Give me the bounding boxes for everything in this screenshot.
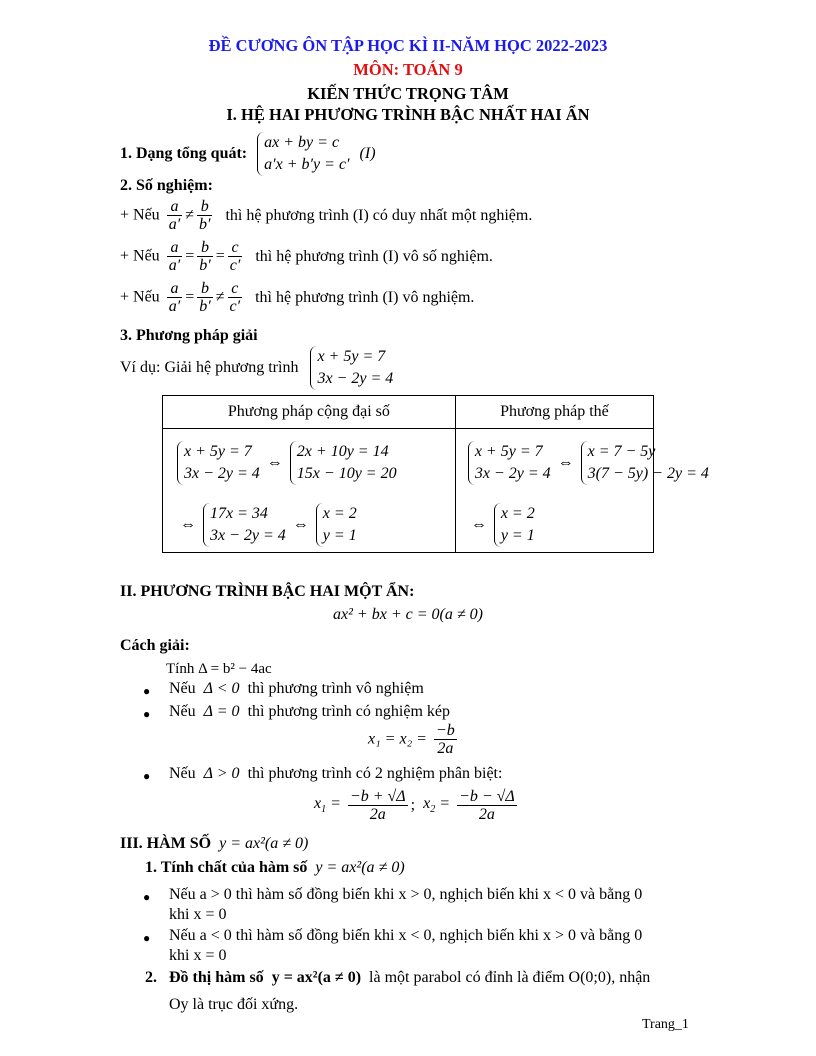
equivalence-arrow: ⇔ <box>470 516 487 533</box>
case-condition: Δ < 0 <box>203 680 240 697</box>
method-heading: 3. Phương pháp giải <box>120 327 258 344</box>
case-condition: Δ > 0 <box>203 765 240 782</box>
equation: y = 1 <box>500 527 535 544</box>
case-prefix: Nếu <box>169 765 196 782</box>
col-header-elimination: Phương pháp cộng đại số <box>163 396 456 429</box>
delta-positive-case <box>169 765 502 783</box>
fraction-a: $\frac{a}{a'}$ <box>168 239 181 274</box>
fraction-c: $\frac{c}{c'}$ <box>229 280 241 315</box>
solutions-case2: + Nếu $\frac{a}{a'}$ = $\frac{b}{b'}$ = $\frac{c}{c'}$ thì hệ phương trình (I) vô số nghiệm. <box>120 239 493 274</box>
double-root-formula <box>368 722 460 757</box>
bullet-icon: ● <box>143 707 151 721</box>
case1-prefix: + Nếu <box>120 206 160 224</box>
equation: 2x + 10y = 14 <box>296 443 389 460</box>
properties-heading <box>145 859 405 877</box>
quadratic-equation: ax² + bx + c = 0(a ≠ 0) <box>333 606 483 623</box>
example <box>120 346 393 390</box>
example-eq2: 3x − 2y = 4 <box>317 370 394 387</box>
equation: x + 5y = 7 <box>474 443 543 460</box>
example-eq1: x + 5y = 7 <box>317 348 386 365</box>
elimination-row1 <box>177 441 397 485</box>
function-heading <box>120 835 308 853</box>
system <box>581 441 709 485</box>
system <box>468 441 551 485</box>
case-text: thì phương trình có nghiệm kép <box>247 703 450 720</box>
elimination-row2 <box>177 503 357 547</box>
graph-text: là một parabol có đỉnh là điểm O(0;0), nhận <box>369 969 651 986</box>
case-condition: Δ = 0 <box>203 703 240 720</box>
solutions-case3: + Nếu $\frac{a}{a'}$ = $\frac{b}{b'}$ ≠ $\frac{c}{c'}$ thì hệ phương trình (I) vô nghiệm. <box>120 280 475 315</box>
system-tag: (I) <box>359 145 376 162</box>
document-title: ĐỀ CƯƠNG ÔN TẬP HỌC KÌ II-NĂM HỌC 2022-2023 <box>208 36 608 55</box>
equivalence-arrow: ⇔ <box>557 454 574 471</box>
system <box>177 441 260 485</box>
graph-number: 2. <box>145 969 157 986</box>
how-to-solve-label: Cách giải: <box>120 637 190 654</box>
equation: 3x − 2y = 4 <box>474 465 551 482</box>
equation: x = 7 − 5y <box>587 443 656 460</box>
solutions-case1: + Nếu $\frac{a}{a'}$ ≠ $\frac{b}{b'}$ thì hệ phương trình (I) có duy nhất một nghiệm. <box>120 198 533 233</box>
case-prefix: Nếu <box>169 680 196 697</box>
system <box>290 441 397 485</box>
fraction-c: $\frac{c}{c'}$ <box>229 239 241 274</box>
quadratic-heading: II. PHƯƠNG TRÌNH BẬC HAI MỘT ẨN: <box>120 583 415 600</box>
case3-prefix: + Nếu <box>120 288 160 306</box>
col-header-substitution: Phương pháp thế <box>455 396 653 429</box>
fraction-a: $\frac{a}{a'}$ <box>168 280 181 315</box>
graph-description <box>145 969 650 987</box>
equivalence-arrow: ⇔ <box>180 516 196 533</box>
general-form <box>120 132 376 176</box>
fraction-a-over-a-prime: $\frac{a}{a'}$ <box>168 198 181 233</box>
equation: x = 2 <box>322 505 357 522</box>
case2-prefix: + Nếu <box>120 247 160 265</box>
case-text: thì phương trình có 2 nghiệm phân biệt: <box>247 765 503 782</box>
equation: 3x − 2y = 4 <box>184 465 260 482</box>
general-form-label: 1. Dạng tổng quát: <box>120 145 248 162</box>
properties-formula: y = ax²(a ≠ 0) <box>315 859 405 876</box>
equation: y = 1 <box>322 527 357 544</box>
delta-formula: Tính Δ = b² − 4ac <box>166 661 272 677</box>
general-form-eq2: a′x + b′y = c′ <box>264 156 350 173</box>
bullet-icon: ● <box>143 769 151 783</box>
example-label: Ví dụ: Giải hệ phương trình <box>120 359 299 376</box>
properties-label: 1. Tính chất của hàm số <box>145 859 308 876</box>
fraction-b: $\frac{b}{b'}$ <box>199 280 211 315</box>
case1-text: thì hệ phương trình (I) có duy nhất một nghiệm. <box>225 206 533 224</box>
fraction-root1: $\frac{-b + √\Delta}{2a}$ <box>349 788 406 823</box>
property-a-negative-line1: Nếu a < 0 thì hàm số đồng biến khi x < 0, nghịch biến khi x > 0 và bằng 0 <box>169 927 643 944</box>
two-roots-formula: $x_1$ = $\frac{-b + √\Delta}{2a}$ ; $x_2$ = $\frac{-b - √\Delta}{2a}$ <box>314 788 515 823</box>
graph-label: Đồ thị hàm số <box>169 969 264 986</box>
substitution-cell <box>455 429 709 553</box>
equation: x = 2 <box>500 505 535 522</box>
case3-text: thì hệ phương trình (I) vô nghiệm. <box>255 288 475 306</box>
equation: 3(7 − 5y) − 2y = 4 <box>587 465 709 482</box>
system <box>316 503 357 547</box>
methods-table <box>162 395 709 553</box>
graph-formula: y = ax²(a ≠ 0) <box>271 969 362 986</box>
equation: 3x − 2y = 4 <box>210 527 286 544</box>
case2-text: thì hệ phương trình (I) vô số nghiệm. <box>255 247 493 265</box>
solutions-heading: 2. Số nghiệm: <box>120 177 213 194</box>
equivalence-arrow: ⇔ <box>292 516 309 533</box>
case-text: thì phương trình vô nghiệm <box>247 680 424 697</box>
equation: 15x − 10y = 20 <box>296 465 397 482</box>
property-a-positive-line2: khi x = 0 <box>169 906 227 923</box>
substitution-row1 <box>468 441 709 485</box>
bullet-icon: ● <box>143 931 151 945</box>
equation: 17x = 34 <box>210 505 268 522</box>
bullet-icon: ● <box>143 684 151 698</box>
fraction-root2: $\frac{-b - √\Delta}{2a}$ <box>459 788 515 823</box>
function-heading-label: III. HÀM SỐ <box>120 835 212 852</box>
example-system <box>310 346 393 390</box>
subject-title: MÔN: TOÁN 9 <box>353 60 463 79</box>
fraction-minus-b-over-2a: $\frac{-b}{2a}$ <box>435 722 455 757</box>
delta-negative-case <box>169 680 424 698</box>
general-form-system <box>257 132 349 176</box>
bullet-icon: ● <box>143 890 151 904</box>
fraction-b: $\frac{b}{b'}$ <box>199 239 211 274</box>
page-number: Trang_1 <box>642 1017 689 1032</box>
part1-title: I. HỆ HAI PHƯƠNG TRÌNH BẬC NHẤT HAI ẨN <box>226 105 590 124</box>
delta-zero-case <box>169 703 450 721</box>
double-root-lhs: x₁ = x₂ = <box>368 730 427 748</box>
equation: x + 5y = 7 <box>184 443 252 460</box>
property-a-positive-line1: Nếu a > 0 thì hàm số đồng biến khi x > 0, nghịch biến khi x < 0 và bằng 0 <box>169 886 643 903</box>
fraction-b-over-b-prime: $\frac{b}{b'}$ <box>198 198 211 233</box>
system <box>203 503 286 547</box>
case-prefix: Nếu <box>169 703 196 720</box>
graph-line2: Oy là trục đối xứng. <box>169 996 299 1013</box>
elimination-cell <box>163 429 456 553</box>
property-a-negative-line2: khi x = 0 <box>169 947 227 964</box>
section-title: KIẾN THỨC TRỌNG TÂM <box>307 84 509 103</box>
equivalence-arrow: ⇔ <box>266 454 283 471</box>
substitution-row2 <box>468 503 535 547</box>
function-heading-formula: y = ax²(a ≠ 0) <box>219 835 309 852</box>
general-form-eq1: ax + by = c <box>264 134 340 151</box>
system <box>494 503 535 547</box>
